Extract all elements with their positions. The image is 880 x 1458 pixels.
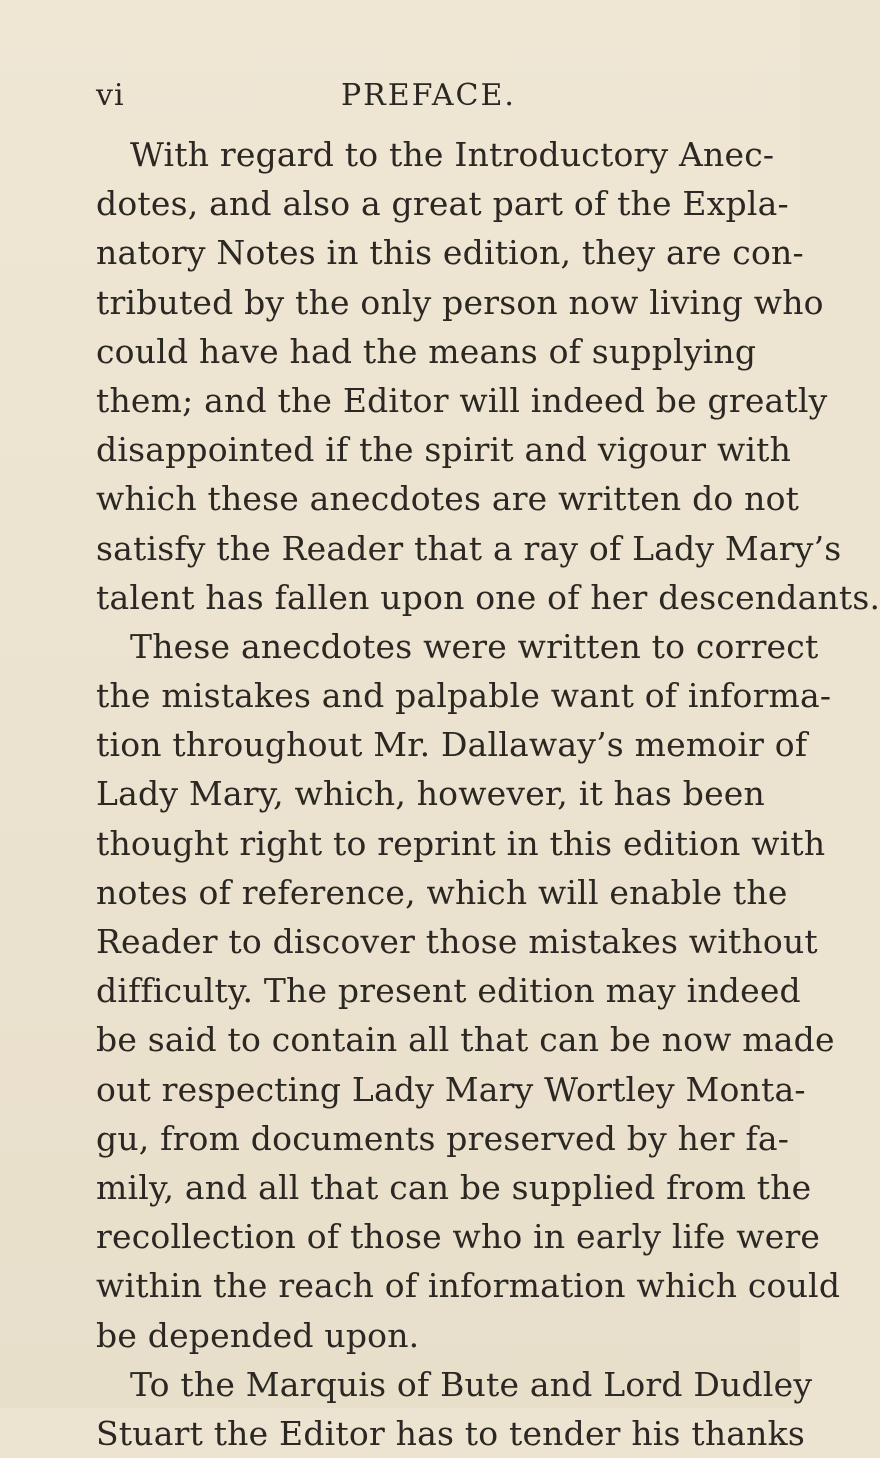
text-line: satisfy the Reader that a ray of Lady Mary’s: [96, 528, 842, 568]
text-line: notes of reference, which will enable the: [96, 872, 788, 912]
text-line: gu, from documents preserved by her fa-: [96, 1118, 790, 1158]
text-line: tributed by the only person now living who: [96, 282, 824, 322]
text-line: recollection of those who in early life were: [96, 1217, 821, 1257]
text-line: difficulty. The present edition may indeed: [96, 971, 801, 1011]
text-line: natory Notes in this edition, they are con-: [96, 233, 804, 273]
text-line: them; and the Editor will indeed be greatly: [96, 380, 828, 420]
text-line: thought right to reprint in this edition with: [96, 823, 826, 863]
text-line: be depended upon.: [96, 1315, 420, 1355]
text-line: Lady Mary, which, however, it has been: [96, 774, 765, 814]
text-line: out respecting Lady Mary Wortley Monta-: [96, 1069, 806, 1109]
text-line: With regard to the Introductory Anec-: [130, 135, 775, 174]
text-line: mily, and all that can be supplied from the: [96, 1167, 812, 1207]
text-line: Stuart the Editor has to tender his thanks: [96, 1413, 805, 1453]
body-text: [96, 130, 880, 1458]
page-header: [0, 78, 800, 124]
text-line: be said to contain all that can be now made: [96, 1020, 835, 1060]
text-line: talent has fallen upon one of her descendants.: [96, 577, 880, 617]
text-line: the mistakes and palpable want of informa-: [96, 676, 832, 716]
running-head: PREFACE.: [341, 78, 516, 113]
text-line: Reader to discover those mistakes without: [96, 922, 818, 961]
text-line: tion throughout Mr. Dallaway’s memoir of: [96, 725, 808, 765]
text-line: To the Marquis of Bute and Lord Dudley: [130, 1364, 813, 1404]
text-line: could have had the means of supplying: [96, 331, 757, 371]
text-line: disappointed if the spirit and vigour with: [96, 430, 792, 470]
page-number: vi: [96, 78, 125, 113]
text-line: These anecdotes were written to correct: [130, 626, 819, 666]
text-line: which these anecdotes are written do not: [96, 479, 800, 519]
text-line: within the reach of information which could: [96, 1266, 841, 1306]
text-line: dotes, and also a great part of the Expla-: [96, 184, 789, 224]
